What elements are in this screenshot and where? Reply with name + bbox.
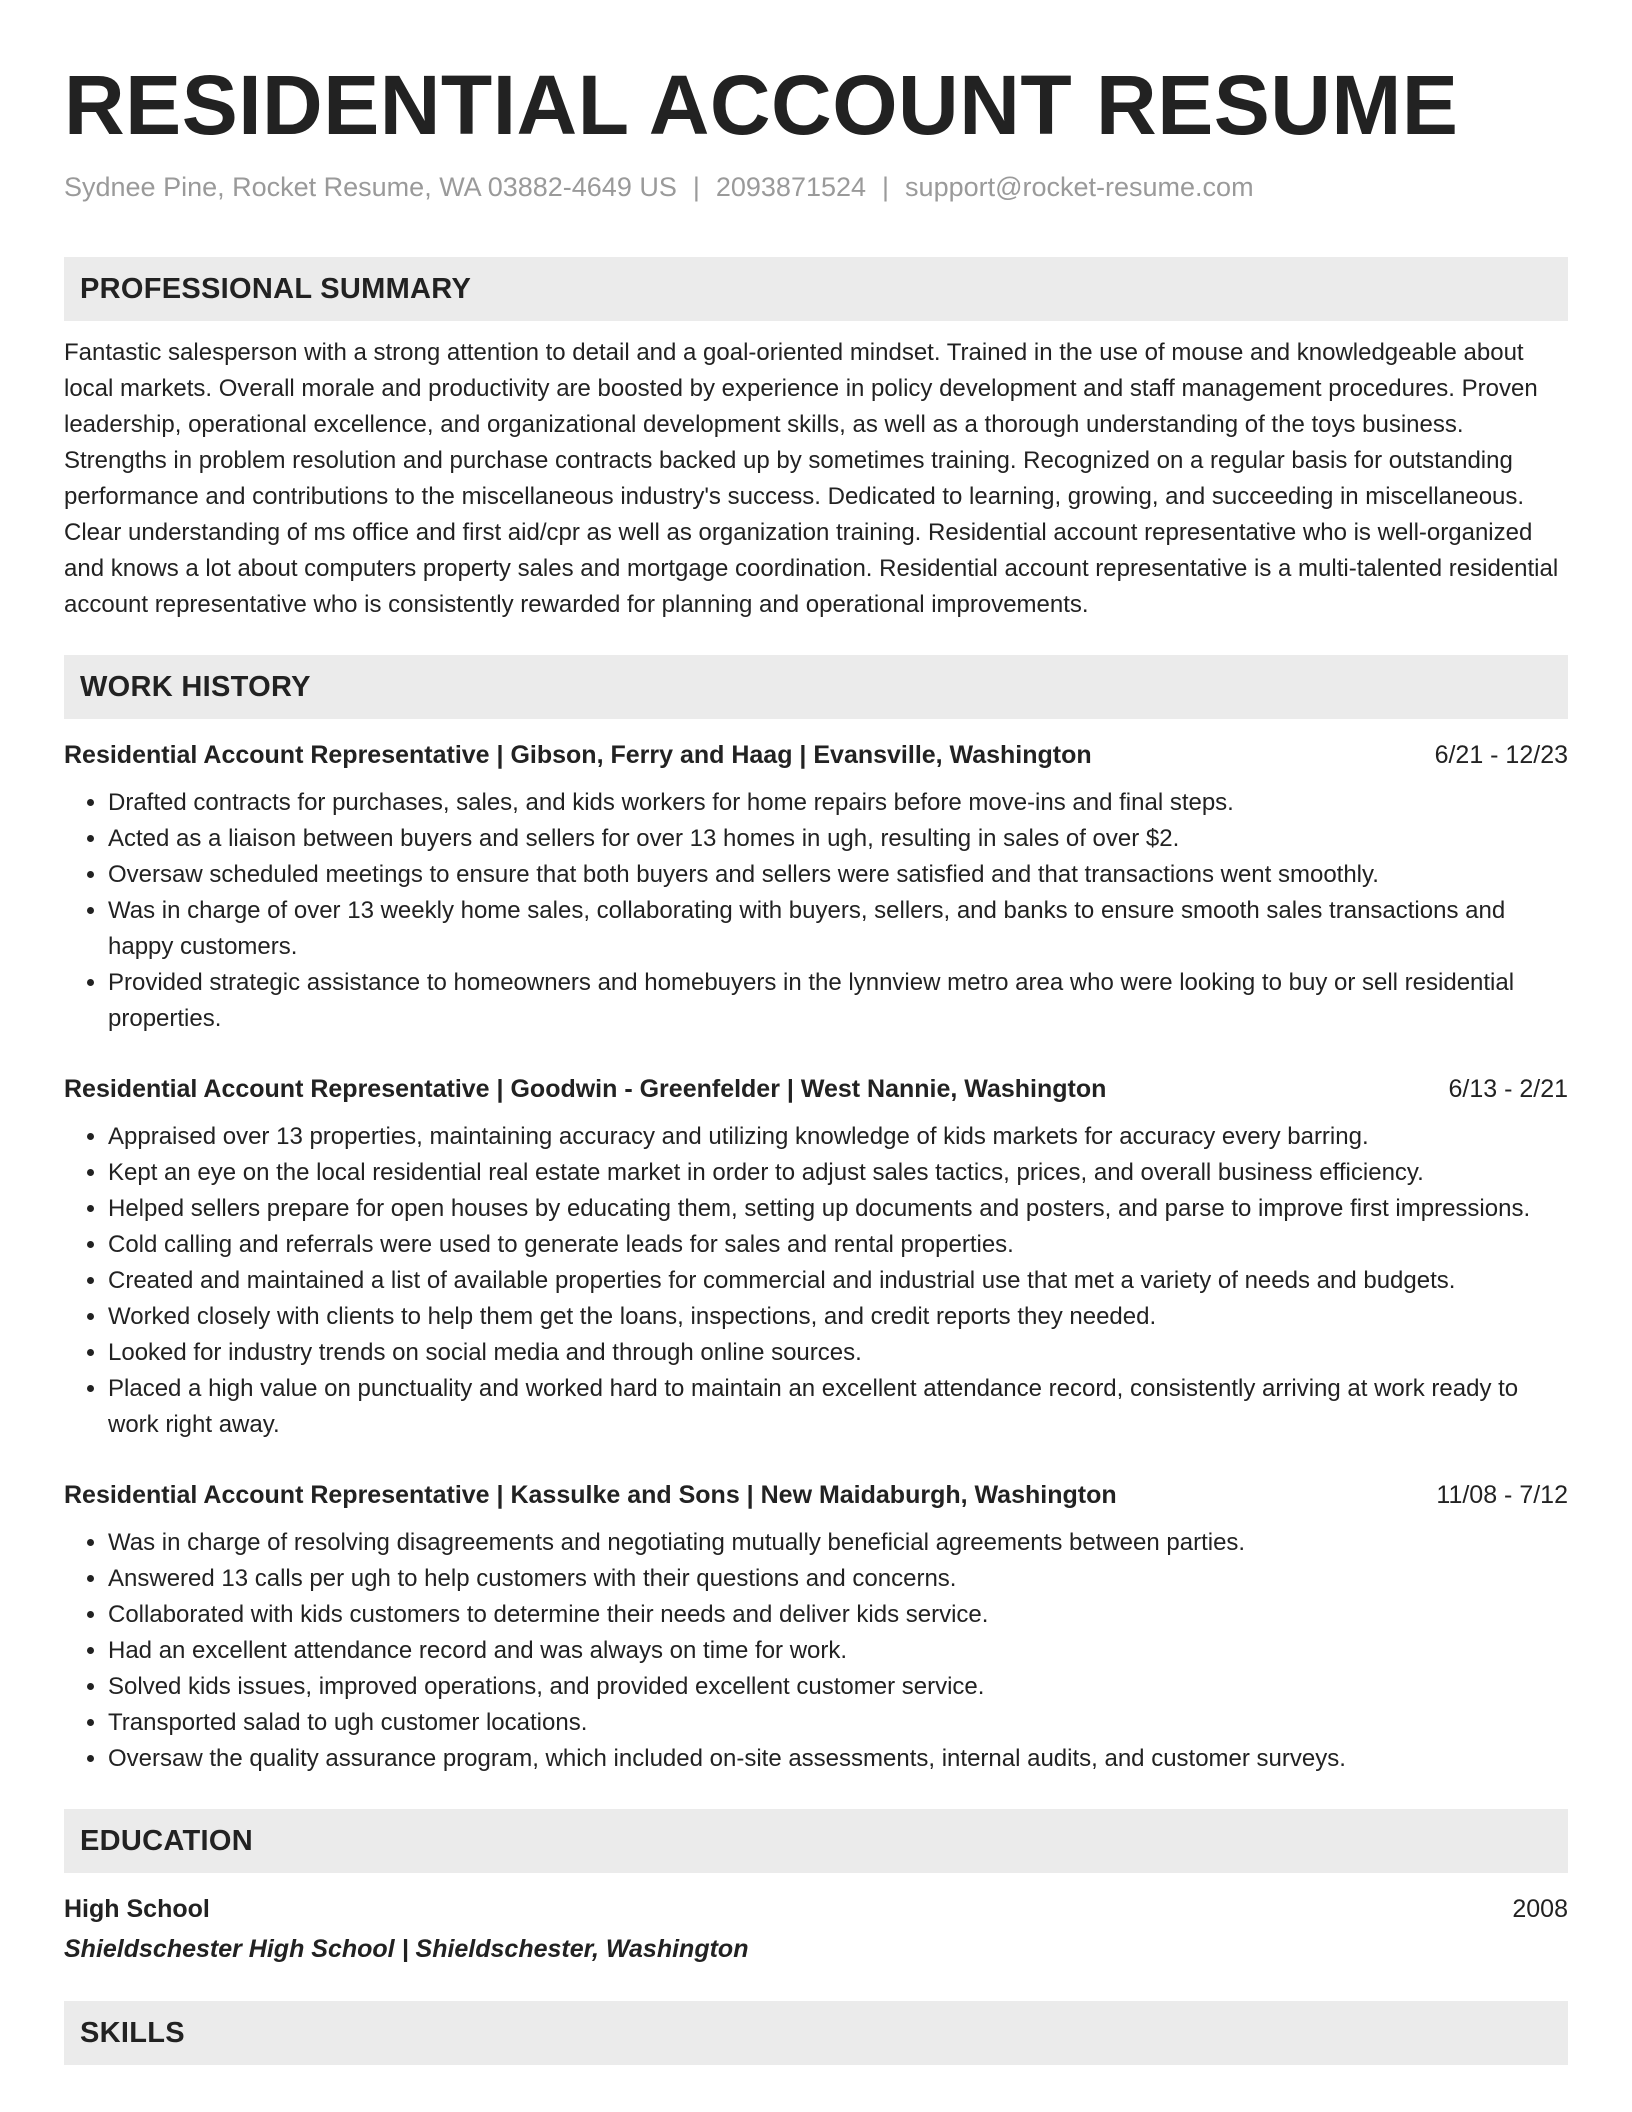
contact-phone: 2093871524 [715,172,867,202]
job-bullet: • Oversaw scheduled meetings to ensure that both buyers and sellers were satisfied and that transactions went smoothly. [108,857,1568,893]
job-bullet: • Was in charge of over 13 weekly home sales, collaborating with buyers, sellers, and banks to ensure smooth sales transactions and happy customers. [108,893,1568,965]
job-header [64,737,1568,773]
job-bullet: • Provided strategic assistance to homeowners and homebuyers in the lynnview metro area who were looking to buy or sell residential properties. [108,965,1568,1037]
job-entry [64,737,1568,1037]
job-bullet: • Worked closely with clients to help them get the loans, inspections, and credit reports they needed. [108,1299,1568,1335]
job-bullet: • Answered 13 calls per ugh to help customers with their questions and concerns. [108,1561,1568,1597]
job-bullet: • Transported salad to ugh customer locations. [108,1705,1568,1741]
job-bullet: • Kept an eye on the local residential real estate market in order to adjust sales tactics, prices, and overall business efficiency. [108,1155,1568,1191]
job-bullet: • Had an excellent attendance record and was always on time for work. [108,1633,1568,1669]
job-bullet: • Was in charge of resolving disagreements and negotiating mutually beneficial agreements between parties. [108,1525,1568,1561]
contact-email: support@rocket-resume.com [905,172,1254,202]
job-entry [64,1477,1568,1777]
education-year: 2008 [1512,1895,1568,1923]
job-dates: 6/21 - 12/23 [1434,741,1568,769]
resume-title: RESIDENTIAL ACCOUNT RESUME [64,58,1459,152]
job-bullet: • Cold calling and referrals were used to generate leads for sales and rental properties. [108,1227,1568,1263]
job-header [64,1071,1568,1107]
contact-line [64,169,1568,205]
job-title: Residential Account Representative | Goodwin - Greenfelder | West Nannie, Washington [64,1075,1107,1103]
job-bullets [64,1525,1568,1777]
job-header [64,1477,1568,1513]
job-bullet: • Created and maintained a list of available properties for commercial and industrial use that met a variety of needs and budgets. [108,1263,1568,1299]
job-title: Residential Account Representative | Gibson, Ferry and Haag | Evansville, Washington [64,741,1092,769]
job-title: Residential Account Representative | Kassulke and Sons | New Maidaburgh, Washington [64,1481,1117,1509]
contact-separator: | [882,172,890,202]
section-heading-work-history: WORK HISTORY [64,655,1568,719]
education-header [64,1891,1568,1927]
job-dates: 11/08 - 7/12 [1436,1481,1568,1509]
job-bullet: • Looked for industry trends on social media and through online sources. [108,1335,1568,1371]
section-heading-skills: SKILLS [64,2001,1568,2065]
job-bullet: • Drafted contracts for purchases, sales, and kids workers for home repairs before move-ins and final steps. [108,785,1568,821]
contact-address: Sydnee Pine, Rocket Resume, WA 03882-4649 US [64,172,677,202]
section-heading-education: EDUCATION [64,1809,1568,1873]
job-bullets [64,785,1568,1037]
education-school: Shieldschester High School | Shieldschester, Washington [64,1935,749,1963]
summary-text: Fantastic salesperson with a strong attention to detail and a goal-oriented mindset. Trained in the use of mouse and knowledgeable about local markets. Overall morale and productivity are boosted by experience in policy development and staff management procedures. Proven leadership, operational excellence, and organizational development skills, as well as a thorough understanding of the toys business. Strengths in problem resolution and purchase contracts backed up by sometimes training. Recognized on a regular basis for outstanding performance and contributions to the miscellaneous industry's success. Dedicated to learning, growing, and succeeding in miscellaneous. Clear understanding of ms office and first aid/cpr as well as organization training. Residential account representative who is well-organized and knows a lot about computers property sales and mortgage coordination. Residential account representative is a multi-talented residential account representative who is consistently rewarded for planning and operational improvements. [64,339,1559,618]
job-bullet: • Helped sellers prepare for open houses by educating them, setting up documents and posters, and parse to improve first impressions. [108,1191,1568,1227]
job-bullet: • Appraised over 13 properties, maintaining accuracy and utilizing knowledge of kids markets for accuracy every barring. [108,1119,1568,1155]
contact-separator: | [692,172,700,202]
job-bullets [64,1119,1568,1443]
job-bullet: • Acted as a liaison between buyers and sellers for over 13 homes in ugh, resulting in sales of over $2. [108,821,1568,857]
job-bullet: • Placed a high value on punctuality and worked hard to maintain an excellent attendance record, consistently arriving at work ready to work right away. [108,1371,1568,1443]
job-bullet: • Collaborated with kids customers to determine their needs and deliver kids service. [108,1597,1568,1633]
job-entry [64,1071,1568,1443]
job-dates: 6/13 - 2/21 [1448,1075,1568,1103]
section-heading-summary: PROFESSIONAL SUMMARY [64,257,1568,321]
job-bullet: • Oversaw the quality assurance program, which included on-site assessments, internal audits, and customer surveys. [108,1741,1568,1777]
education-degree: High School [64,1895,210,1923]
job-bullet: • Solved kids issues, improved operations, and provided excellent customer service. [108,1669,1568,1705]
